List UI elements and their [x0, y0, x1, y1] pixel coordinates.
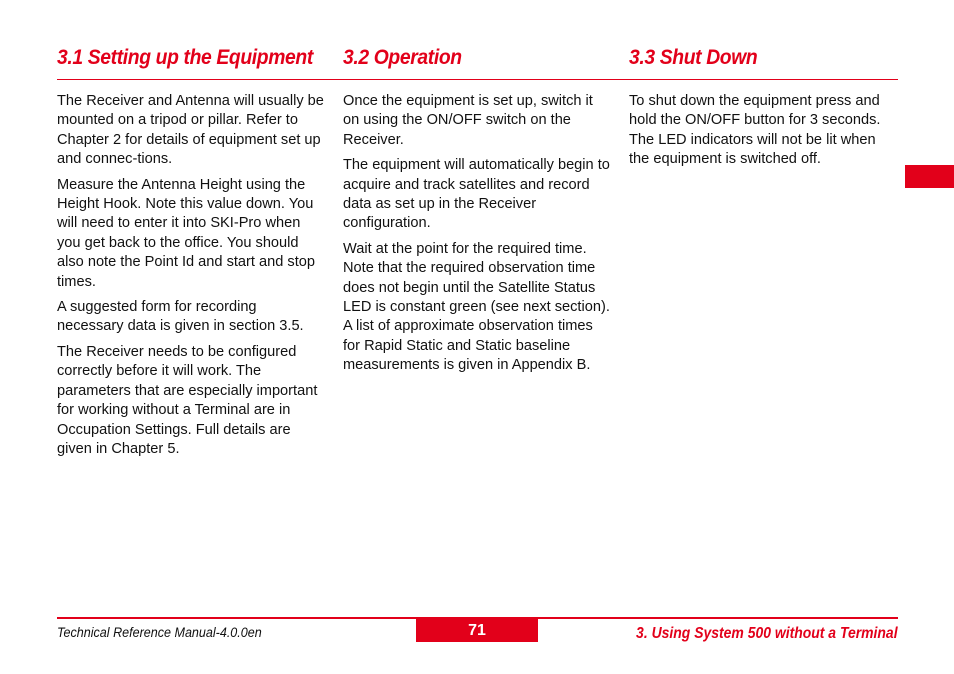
paragraph: The Receiver needs to be configured correctly before it will work. The parameters that are especially important for working without a Terminal are in Occupation Settings. Full details are given in Chapter 5.	[57, 343, 318, 457]
header-rule	[57, 79, 898, 80]
footer-chapter-title: 3. Using System 500 without a Terminal	[636, 625, 898, 642]
section-heading-setting-up: 3.1 Setting up the Equipment	[57, 46, 313, 69]
page-number: 71	[416, 619, 538, 642]
column-setting-up	[57, 92, 325, 465]
paragraph: A suggested form for recording necessary data is given in section 3.5.	[57, 299, 304, 335]
paragraph: Wait at the point for the required time. Note that the required observation time does not begin until the Satellite Status LED is constant green (see next section). A list of approximate observation times for Rapid Static and Static baseline measurements is given in Appendix B.	[343, 240, 610, 374]
paragraph: The Receiver and Antenna will usually be mounted on a tripod or pillar. Refer to Chapter 2 for details of equipment set up and connec-tions.	[57, 93, 324, 168]
paragraph: To shut down the equipment press and hold the ON/OFF button for 3 seconds. The LED indicators will not be lit when the equipment is switched off.	[629, 93, 881, 168]
paragraph: Measure the Antenna Height using the Height Hook. Note this value down. You will need to enter it into SKI-Pro when you get back to the office. You should also note the Point Id and start and stop times.	[57, 176, 315, 290]
section-heading-operation: 3.2 Operation	[343, 46, 462, 69]
chapter-tab-marker	[905, 165, 954, 188]
paragraph: The equipment will automatically begin to acquire and track satellites and record data as set up in the Receiver configuration.	[343, 157, 610, 232]
paragraph: Once the equipment is set up, switch it on using the ON/OFF switch on the Receiver.	[343, 93, 593, 148]
column-shut-down	[629, 92, 897, 176]
column-operation	[343, 92, 611, 382]
section-heading-shut-down: 3.3 Shut Down	[629, 46, 758, 69]
footer-manual-title: Technical Reference Manual-4.0.0en	[57, 625, 262, 640]
